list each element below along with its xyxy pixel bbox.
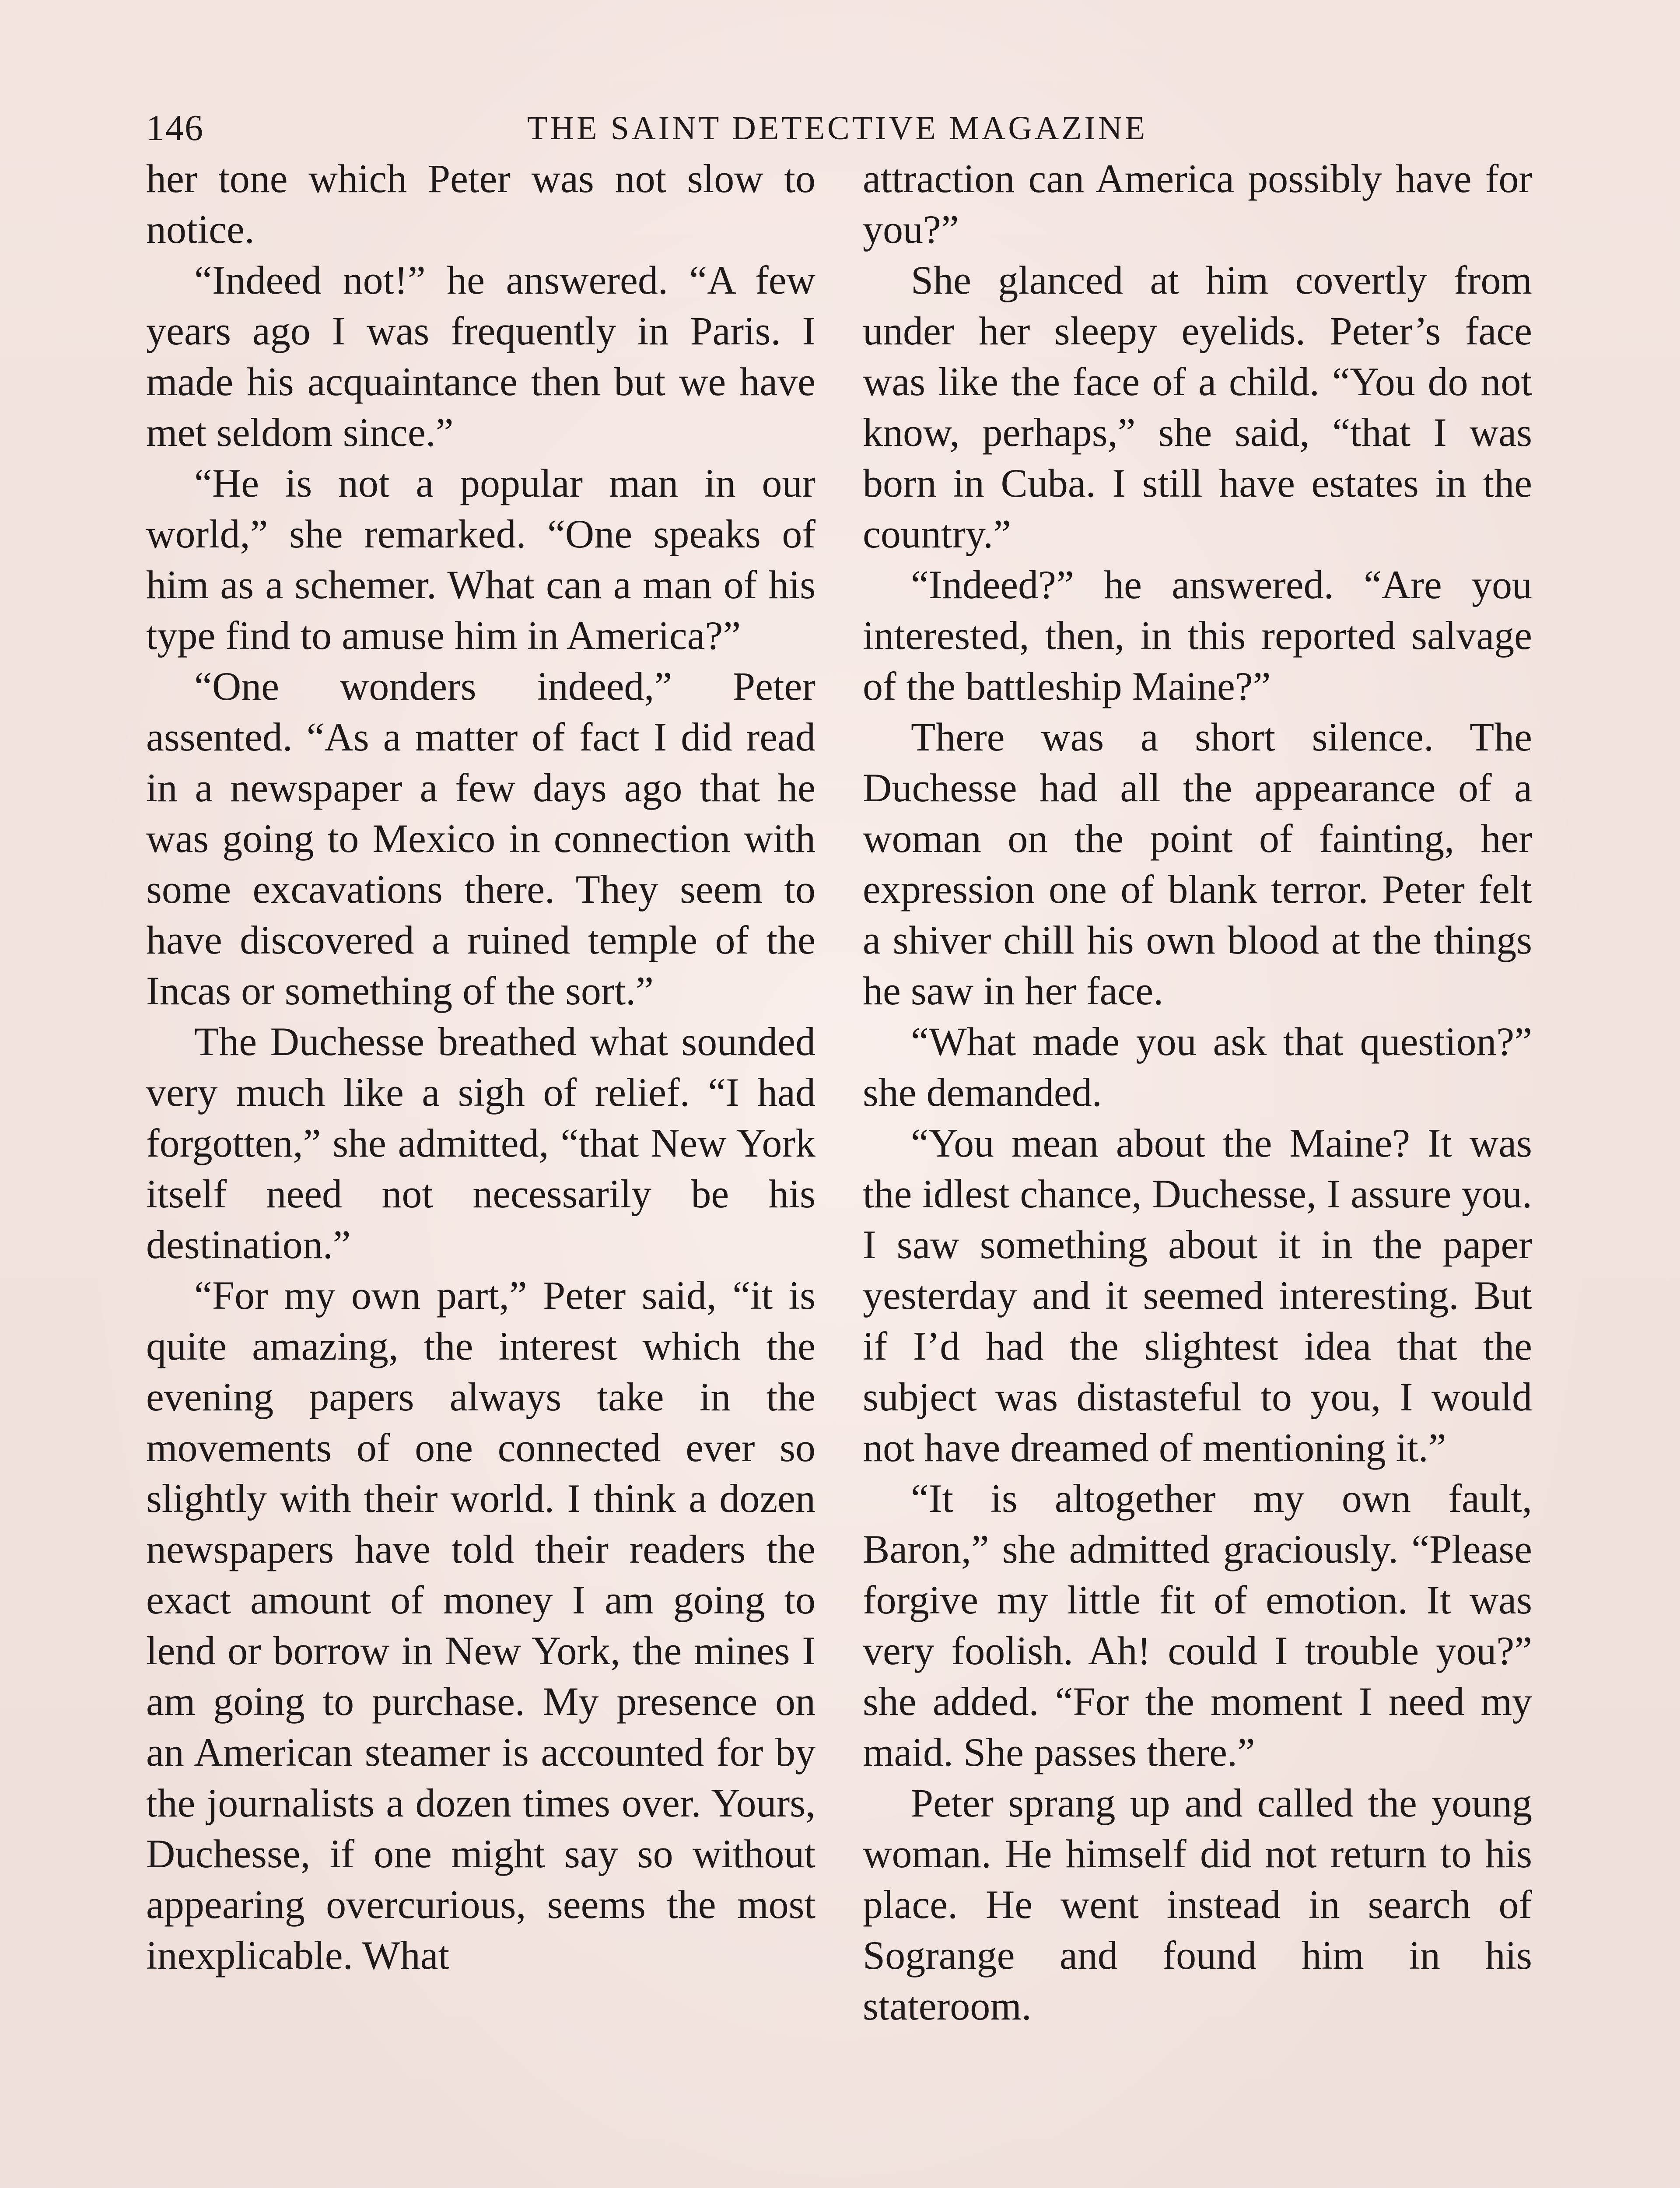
paragraph: “It is altogether my own fault, Baron,” she admitted graciously. “Please forgive my little fit of emotion. It was very foolish. Ah! could I trouble you?” she added. “For the moment I need my maid. She passes there.” [863, 1476, 1532, 1774]
paragraph: She glanced at him covertly from under her sleepy eyelids. Peter’s face was like the face of a child. “You do not know, perhaps,” she said, “that I was born in Cuba. I still have estates in the country.” [863, 258, 1532, 556]
paragraph: There was a short silence. The Duchesse had all the appearance of a woman on the point of fainting, her expression one of blank terror. Peter felt a shiver chill his own blood at the things he saw in her face. [863, 715, 1532, 1013]
paragraph: Peter sprang up and called the young woman. He himself did not return to his place. He went instead in search of Sogrange and found him in his stateroom. [863, 1781, 1532, 2028]
paragraph: “You mean about the Maine? It was the idlest chance, Duchesse, I assure you. I saw something about it in the paper yesterday and it seemed interesting. But if I’d had the slightest idea that the subject was distasteful to you, I would not have dreamed of mentioning it.” [863, 1121, 1532, 1470]
running-title: THE SAINT DETECTIVE MAGAZINE [527, 110, 1148, 147]
paragraph: “Indeed not!” he answered. “A few years ago I was frequently in Paris. I made his acquaintance then but we have met seldom since.” [146, 258, 816, 455]
paragraph: “What made you ask that question?” she demanded. [863, 1019, 1532, 1115]
paragraph: The Duchesse breathed what sounded very much like a sigh of relief. “I had forgotten,” she admitted, “that New York itself need not necessarily be his destination.” [146, 1019, 816, 1267]
paragraph: “He is not a popular man in our world,” she remarked. “One speaks of him as a schemer. What can a man of his type find to amuse him in America?” [146, 461, 816, 658]
paragraph: “For my own part,” Peter said, “it is quite amazing, the interest which the evening papers always take in the movements of one connected ever so slightly with their world. I think a dozen newspapers have told their readers the exact amount of money I am going to lend or borrow in New York, the mines I am going to purchase. My presence on an American steamer is accounted for by the journalists a dozen times over. Yours, Duchesse, if one might say so without appearing overcurious, seems the most inexplicable. What [146, 1273, 816, 1978]
page-header [146, 104, 1529, 152]
paragraph: “One wonders indeed,” Peter assented. “As a matter of fact I did read in a newspaper a few days ago that he was going to Mexico in connection with some excavations there. They seem to have discovered a ruined temple of the Incas or something of the sort.” [146, 664, 816, 1013]
paragraph: “Indeed?” he answered. “Are you interested, then, in this reported salvage of the battleship Maine?” [863, 562, 1532, 708]
text-column-right [863, 153, 1532, 2031]
text-column-left [146, 153, 816, 1981]
paragraph: attraction can America possibly have for you?” [863, 156, 1532, 252]
page-number: 146 [146, 108, 204, 148]
paragraph: her tone which Peter was not slow to notice. [146, 156, 816, 252]
